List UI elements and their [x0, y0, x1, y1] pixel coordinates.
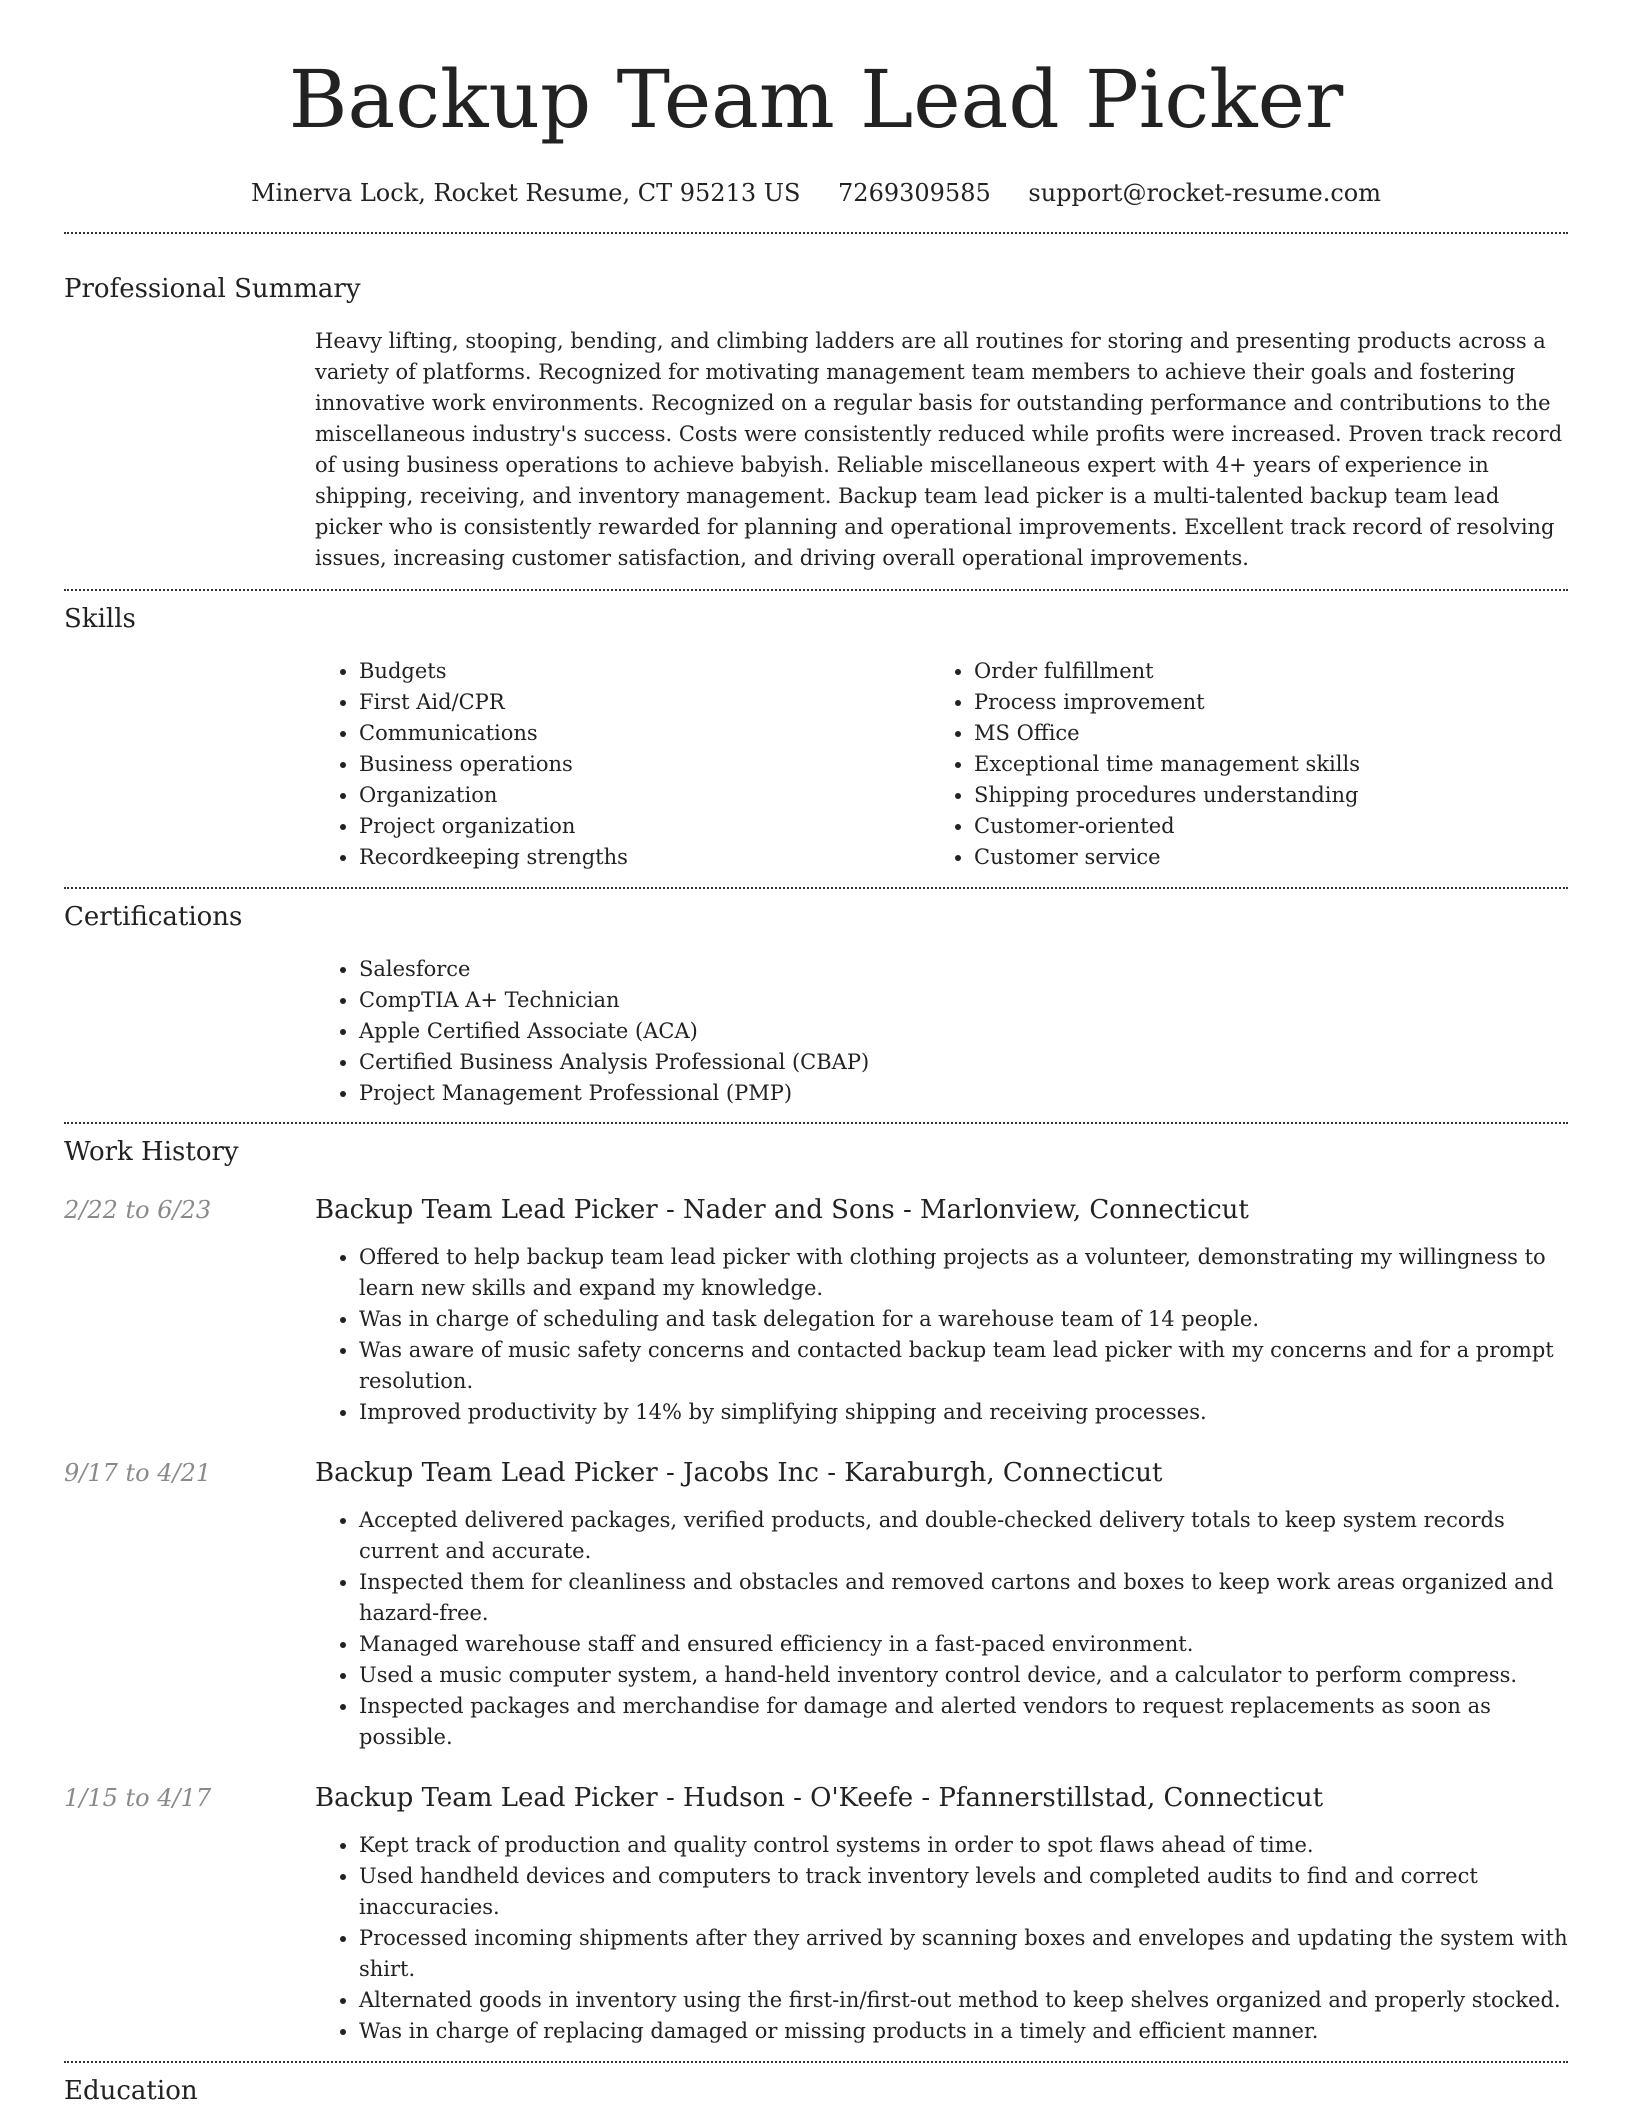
section-title-work-history: Work History	[64, 1137, 239, 1167]
skill-item: • Exceptional time management skills	[974, 749, 1545, 780]
education-section	[64, 2074, 1568, 2108]
job-bullet: • Processed incoming shipments after they arrived by scanning boxes and envelopes and updating the system with shirt.	[359, 1923, 1568, 1985]
section-title-summary: Professional Summary	[64, 274, 361, 304]
skill-item: • Communications	[359, 718, 930, 749]
skill-item: • Shipping procedures understanding	[974, 780, 1545, 811]
job-dates: 1/15 to 4/17	[64, 1784, 212, 1812]
job-bullet: • Inspected packages and merchandise for damage and alerted vendors to request replacements as soon as possible.	[359, 1691, 1568, 1753]
job-heading: Backup Team Lead Picker - Nader and Sons - Marlonview, Connecticut	[315, 1195, 1249, 1225]
job-dates: 2/22 to 6/23	[64, 1196, 212, 1224]
skill-item: • Customer service	[974, 842, 1545, 873]
job-bullet: • Offered to help backup team lead picker with clothing projects as a volunteer, demonstrating my willingness to learn new skills and expand my knowledge.	[359, 1242, 1568, 1304]
skill-item: • Recordkeeping strengths	[359, 842, 930, 873]
skills-grid	[315, 656, 1568, 873]
job-bullet: • Alternated goods in inventory using the first-in/first-out method to keep shelves organized and properly stocked.	[359, 1985, 1568, 2016]
divider	[64, 2061, 1568, 2063]
contact-address: Minerva Lock, Rocket Resume, CT 95213 US	[250, 179, 801, 207]
job-entry	[64, 1456, 1568, 1753]
skill-item: • Business operations	[359, 749, 930, 780]
job-heading: Backup Team Lead Picker - Hudson - O'Keefe - Pfannerstillstad, Connecticut	[315, 1783, 1324, 1813]
job-bullet: • Used a music computer system, a hand-held inventory control device, and a calculator to perform compress.	[359, 1660, 1568, 1691]
job-bullet: • Accepted delivered packages, verified products, and double-checked delivery totals to keep system records current and accurate.	[359, 1505, 1568, 1567]
job-bullet: • Was in charge of replacing damaged or missing products in a timely and efficient manner.	[359, 2016, 1568, 2047]
certifications-body	[315, 954, 1568, 1109]
section-title-certifications: Certifications	[64, 902, 243, 932]
job-details	[315, 1781, 1568, 2047]
divider	[64, 1122, 1568, 1124]
section-title-education: Education	[64, 2076, 198, 2106]
contact-email: support@rocket-resume.com	[1028, 179, 1381, 207]
divider	[64, 232, 1568, 234]
summary-section	[64, 272, 1568, 574]
certification-item: • Certified Business Analysis Professional (CBAP)	[359, 1047, 1568, 1078]
contact-line	[64, 176, 1568, 210]
certification-item: • Project Management Professional (PMP)	[359, 1078, 1568, 1109]
resume-name: Backup Team Lead Picker	[288, 53, 1344, 146]
summary-body	[315, 326, 1568, 574]
divider	[64, 887, 1568, 889]
job-bullets	[315, 1505, 1568, 1753]
skill-item: • MS Office	[974, 718, 1545, 749]
certifications-section	[64, 900, 1568, 1109]
section-title-skills: Skills	[64, 604, 136, 634]
job-bullet: • Improved productivity by 14% by simplifying shipping and receiving processes.	[359, 1397, 1568, 1428]
skills-section	[64, 602, 1568, 873]
skill-item: • Project organization	[359, 811, 930, 842]
skill-item: • Organization	[359, 780, 930, 811]
skill-item: • Customer-oriented	[974, 811, 1545, 842]
skills-list-right	[930, 656, 1545, 873]
divider	[64, 589, 1568, 591]
job-bullet: • Managed warehouse staff and ensured efficiency in a fast-paced environment.	[359, 1629, 1568, 1660]
certifications-list	[315, 954, 1568, 1109]
job-heading: Backup Team Lead Picker - Jacobs Inc - Karaburgh, Connecticut	[315, 1458, 1163, 1488]
certification-item: • CompTIA A+ Technician	[359, 985, 1568, 1016]
certification-item: • Salesforce	[359, 954, 1568, 985]
job-entry	[64, 1193, 1568, 1428]
job-bullet: • Kept track of production and quality control systems in order to spot flaws ahead of time.	[359, 1830, 1568, 1861]
skills-list-left	[315, 656, 930, 873]
work-history-section	[64, 1135, 1568, 2047]
job-bullets	[315, 1830, 1568, 2047]
job-bullet: • Was aware of music safety concerns and contacted backup team lead picker with my concerns and for a prompt resolution.	[359, 1335, 1568, 1397]
job-details	[315, 1456, 1568, 1753]
job-entry	[64, 1781, 1568, 2047]
skill-item: • First Aid/CPR	[359, 687, 930, 718]
job-dates: 9/17 to 4/21	[64, 1459, 212, 1487]
job-bullet: • Inspected them for cleanliness and obstacles and removed cartons and boxes to keep work areas organized and hazard-free.	[359, 1567, 1568, 1629]
contact-phone: 7269309585	[838, 179, 991, 207]
job-bullet: • Used handheld devices and computers to track inventory levels and completed audits to find and correct inaccuracies.	[359, 1861, 1568, 1923]
job-bullet: • Was in charge of scheduling and task delegation for a warehouse team of 14 people.	[359, 1304, 1568, 1335]
skill-item: • Process improvement	[974, 687, 1545, 718]
job-bullets	[315, 1242, 1568, 1428]
certification-item: • Apple Certified Associate (ACA)	[359, 1016, 1568, 1047]
skill-item: • Budgets	[359, 656, 930, 687]
skill-item: • Order fulfillment	[974, 656, 1545, 687]
summary-text: Heavy lifting, stooping, bending, and climbing ladders are all routines for storing and presenting products across a variety of platforms. Recognized for motivating management team members to achieve their goals and fostering innovative work environments. Recognized on a regular basis for outstanding performance and contributions to the miscellaneous industry's success. Costs were consistently reduced while profits were increased. Proven track record of using business operations to achieve babyish. Reliable miscellaneous expert with 4+ years of experience in shipping, receiving, and inventory management. Backup team lead picker is a multi-talented backup team lead picker who is consistently rewarded for planning and operational improvements. Excellent track record of resolving issues, increasing customer satisfaction, and driving overall operational improvements.	[315, 329, 1563, 570]
job-details	[315, 1193, 1568, 1428]
